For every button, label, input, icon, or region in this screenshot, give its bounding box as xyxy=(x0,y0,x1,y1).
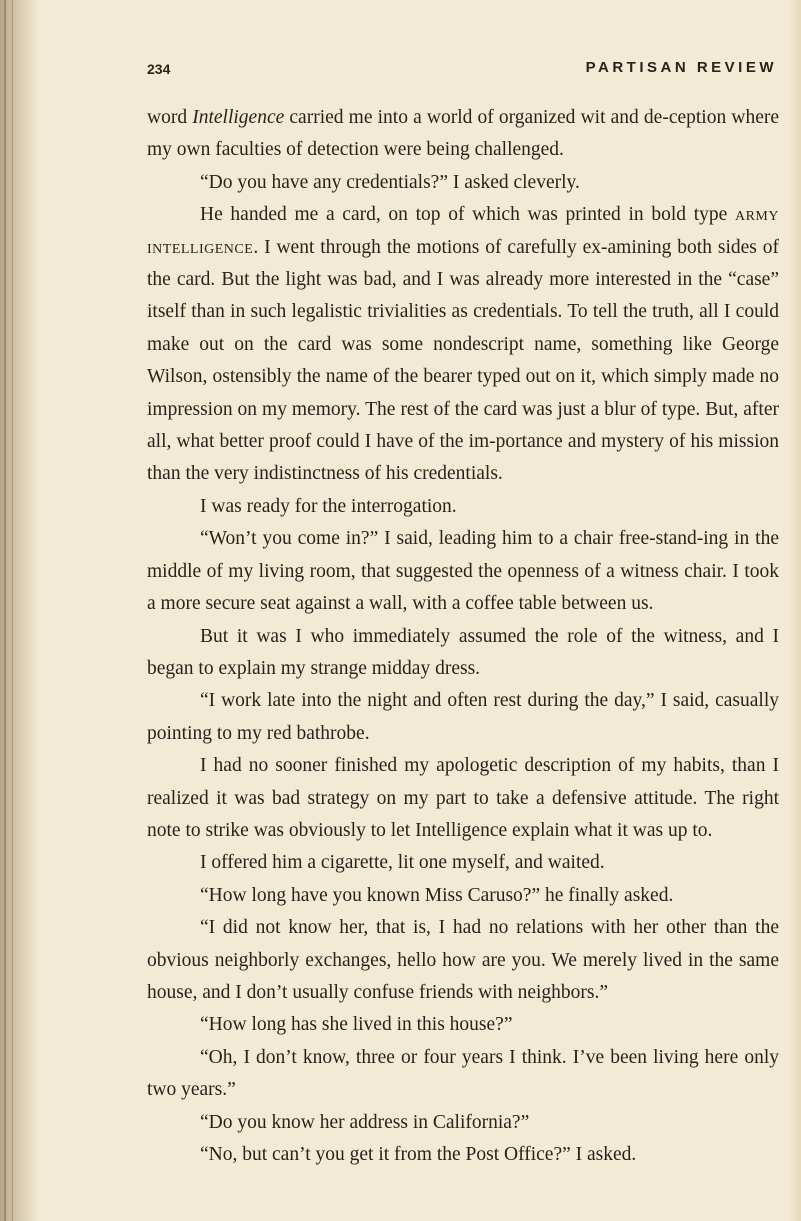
paragraph-14: “Do you know her address in California?” xyxy=(200,1111,530,1133)
paragraph-4: I was ready for the interrogation. xyxy=(200,495,457,517)
running-head: PARTISAN REVIEW xyxy=(585,59,777,76)
italic-term: Intelligence xyxy=(192,107,285,128)
paragraph-13: “Oh, I don’t know, three or four years I think. I’ve been living here only two years.” xyxy=(147,1046,779,1101)
paragraph-12: “How long has she lived in this house?” xyxy=(200,1014,513,1036)
body-text xyxy=(147,102,779,1171)
smallcaps-term: army intelligence xyxy=(147,204,779,258)
paragraph-5: “Won’t you come in?” I said, leading him to a chair free-stand-ing in the middle of my living room, that suggested the openness of a witness chair. I took a more secure seat against a wall, with a coffee table between us. xyxy=(147,528,779,615)
page-header xyxy=(147,59,777,83)
page-edge-shadow xyxy=(789,0,801,1221)
paragraph-9: I offered him a cigarette, lit one myself, and waited. xyxy=(200,852,605,874)
paragraph-11: “I did not know her, that is, I had no relations with her other than the obvious neighborly exchanges, hello how are you. We merely lived in the same house, and I don’t usually confuse friends with neighbors.” xyxy=(147,917,779,1003)
paragraph-2: “Do you have any credentials?” I asked cleverly. xyxy=(200,171,580,193)
paragraph-3: He handed me a card, on top of which was printed in bold type army intelligence. I went through the motions of carefully ex-amining both sides of the card. But the light was bad, and I was already more interested in the “case” itself than in such legalistic trivialities as credentials. To tell the truth, all I could make out on the card was some nondescript name, something like George Wilson, ostensibly the name of the bearer typed out on it, which simply made no impression on my memory. The rest of the card was just a blur of type. But, after all, what better proof could I have of the im-portance and mystery of his mission than the very indistinctness of his credentials. xyxy=(147,204,779,485)
page-number: 234 xyxy=(147,61,171,77)
paragraph-7: “I work late into the night and often rest during the day,” I said, casually pointing to my red bathrobe. xyxy=(147,690,779,744)
paragraph-10: “How long have you known Miss Caruso?” he finally asked. xyxy=(200,884,674,906)
paragraph-1: word Intelligence carried me into a world of organized wit and de-ception where my own faculties of detection were being challenged. xyxy=(147,107,779,161)
paragraph-15: “No, but can’t you get it from the Post Office?” I asked. xyxy=(200,1144,637,1165)
paragraph-8: I had no sooner finished my apologetic description of my habits, than I realized it was bad strategy on my part to take a defensive attitude. The right note to strike was obviously to let Intelligence explain what it was up to. xyxy=(147,755,779,841)
book-gutter xyxy=(0,0,38,1221)
paragraph-6: But it was I who immediately assumed the role of the witness, and I began to explain my strange midday dress. xyxy=(147,625,779,679)
